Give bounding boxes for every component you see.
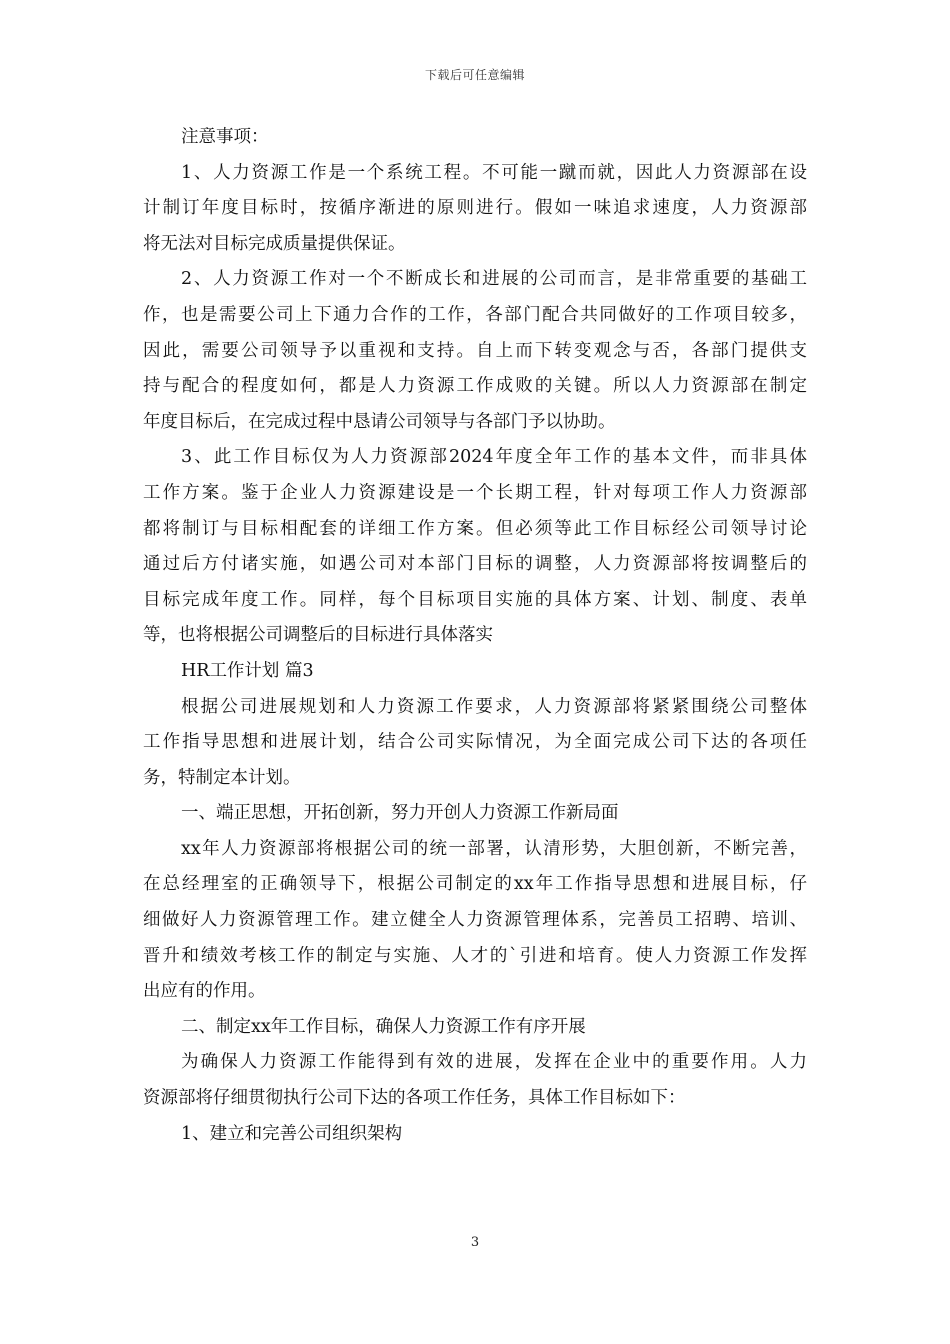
paragraph-line: 目标完成年度工作。同样，每个目标项目实施的具体方案、计划、制度、表单	[143, 589, 807, 610]
paragraph-line: 工作方案。鉴于企业人力资源建设是一个长期工程，针对每项工作人力资源部	[143, 482, 807, 503]
paragraph-line: 为确保人力资源工作能得到有效的进展，发挥在企业中的重要作用。人力	[181, 1052, 807, 1073]
document-body	[143, 120, 807, 1152]
section-title: HR工作计划 篇3	[181, 660, 314, 681]
paragraph-line: 工作指导思想和进展计划，结合公司实际情况，为全面完成公司下达的各项任	[143, 732, 807, 753]
paragraph-line: 在总经理室的正确领导下，根据公司制定的xx年工作指导思想和进展目标，仔	[143, 874, 807, 895]
paragraph-line: 细做好人力资源管理工作。建立健全人力资源管理体系，完善员工招聘、培训、	[143, 910, 807, 931]
paragraph-line: 计制订年度目标时，按循序渐进的原则进行。假如一味追求速度，人力资源部	[143, 198, 807, 219]
subsection-heading: 1、建立和完善公司组织架构	[181, 1123, 403, 1144]
paragraph-line: 3、此工作目标仅为人力资源部2024年度全年工作的基本文件，而非具体	[181, 447, 807, 468]
paragraph-line: 年度目标后，在完成过程中恳请公司领导与各部门予以协助。	[143, 411, 616, 432]
paragraph-line: xx年人力资源部将根据公司的统一部署，认清形势，大胆创新，不断完善，	[181, 838, 807, 859]
paragraph-line: 都将制订与目标相配套的详细工作方案。但必须等此工作目标经公司领导讨论	[143, 518, 807, 539]
paragraph-line: 等，也将根据公司调整后的目标进行具体落实	[143, 625, 493, 646]
paragraph-line: 1、人力资源工作是一个系统工程。不可能一蹴而就，因此人力资源部在设	[181, 162, 807, 183]
paragraph-line: 通过后方付诸实施，如遇公司对本部门目标的调整，人力资源部将按调整后的	[143, 554, 807, 575]
paragraph-line: 根据公司进展规划和人力资源工作要求，人力资源部将紧紧围绕公司整体	[181, 696, 807, 717]
paragraph-line: 持与配合的程度如何，都是人力资源工作成败的关键。所以人力资源部在制定	[143, 376, 807, 397]
paragraph-line: 将无法对目标完成质量提供保证。	[143, 233, 406, 254]
paragraph-line: 晋升和绩效考核工作的制定与实施、人才的`引进和培育。使人力资源工作发挥	[143, 945, 807, 966]
page-header: 下载后可任意编辑	[424, 68, 525, 82]
paragraph-line: 资源部将仔细贯彻执行公司下达的各项工作任务，具体工作目标如下：	[143, 1088, 686, 1109]
page-number: 3	[470, 1235, 480, 1250]
paragraph-line: 出应有的作用。	[143, 981, 266, 1002]
section-heading: 二、制定xx年工作目标，确保人力资源工作有序开展	[181, 1016, 586, 1037]
paragraph-line: 作，也是需要公司上下通力合作的工作，各部门配合共同做好的工作项目较多，	[143, 304, 807, 325]
section-heading: 一、端正思想，开拓创新，努力开创人力资源工作新局面	[181, 803, 619, 824]
paragraph-line: 因此，需要公司领导予以重视和支持。自上而下转变观念与否，各部门提供支	[143, 340, 807, 361]
paragraph-line: 务，特制定本计划。	[143, 767, 301, 788]
paragraph-line: 2、人力资源工作对一个不断成长和进展的公司而言，是非常重要的基础工	[181, 269, 807, 290]
notes-heading: 注意事项：	[181, 127, 269, 147]
